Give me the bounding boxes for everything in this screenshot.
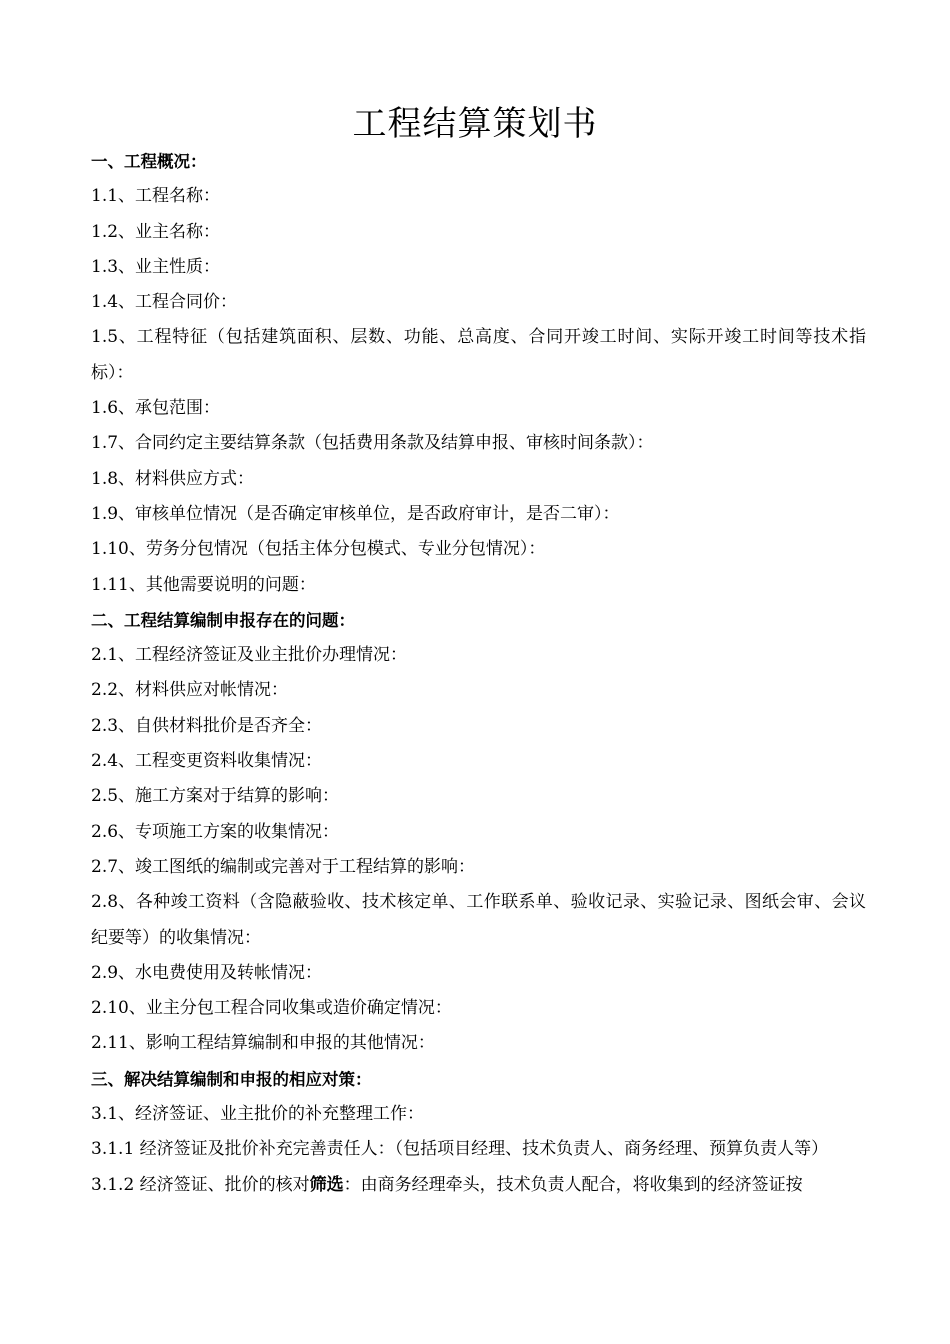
list-item: 1.9、审核单位情况（是否确定审核单位，是否政府审计，是否二审）： bbox=[91, 503, 620, 524]
document-title: 工程结算策划书 bbox=[352, 104, 598, 144]
list-item: 2.6、专项施工方案的收集情况： bbox=[91, 821, 340, 842]
section-heading: 一、工程概况： bbox=[91, 152, 207, 171]
list-item: 1.3、业主性质： bbox=[91, 256, 221, 277]
list-item: 2.10、业主分包工程合同收集或造价确定情况： bbox=[91, 998, 452, 1019]
list-item: 3.1.1 经济签证及批价补充完善责任人：（包括项目经理、技术负责人、商务经理、预算负责人等） bbox=[91, 1139, 829, 1160]
list-item: 2.4、工程变更资料收集情况： bbox=[91, 751, 323, 772]
list-item: 1.10、劳务分包情况（包括主体分包模式、专业分包情况）： bbox=[91, 539, 546, 560]
list-item-prefix: 3.1.2 经济签证、批价的核对 bbox=[91, 1174, 310, 1195]
list-item: 2.2、材料供应对帐情况： bbox=[91, 680, 289, 701]
list-item: 1.11、其他需要说明的问题： bbox=[91, 574, 316, 595]
list-item: 1.4、工程合同价： bbox=[91, 292, 238, 313]
list-item: 2.7、竣工图纸的编制或完善对于工程结算的影响： bbox=[91, 856, 476, 877]
list-item: 2.1、工程经济签证及业主批价办理情况： bbox=[91, 645, 408, 666]
list-item: 1.2、业主名称： bbox=[91, 221, 221, 242]
list-item-last bbox=[91, 1168, 866, 1203]
list-item: 3.1、经济签证、业主批价的补充整理工作： bbox=[91, 1104, 425, 1125]
list-item: 2.11、影响工程结算编制和申报的其他情况： bbox=[91, 1033, 435, 1054]
list-item: 2.9、水电费使用及转帐情况： bbox=[91, 962, 323, 983]
document-body bbox=[91, 144, 866, 1203]
list-item: 1.8、材料供应方式： bbox=[91, 468, 255, 489]
section-heading: 二、工程结算编制申报存在的问题： bbox=[91, 610, 355, 630]
list-item: 1.5、工程特征（包括建筑面积、层数、功能、总高度、合同开竣工时间、实际开竣工时间等技术指标）： bbox=[91, 327, 866, 383]
list-item: 1.6、承包范围： bbox=[91, 398, 221, 419]
list-item: 1.1、工程名称： bbox=[91, 186, 221, 207]
emphasis-text: 筛选 bbox=[309, 1174, 344, 1195]
list-item: 2.8、各种竣工资料（含隐蔽验收、技术核定单、工作联系单、验收记录、实验记录、图纸会审、会议纪要等）的收集情况： bbox=[91, 892, 866, 948]
list-item: 1.7、合同约定主要结算条款（包括费用条款及结算申报、审核时间条款）： bbox=[91, 433, 654, 454]
section-heading: 三、解决结算编制和申报的相应对策： bbox=[91, 1069, 372, 1089]
list-item-suffix: ：由商务经理牵头，技术负责人配合，将收集到的经济签证按 bbox=[343, 1174, 803, 1195]
list-item: 2.5、施工方案对于结算的影响： bbox=[91, 786, 340, 807]
list-item: 2.3、自供材料批价是否齐全： bbox=[91, 715, 323, 736]
